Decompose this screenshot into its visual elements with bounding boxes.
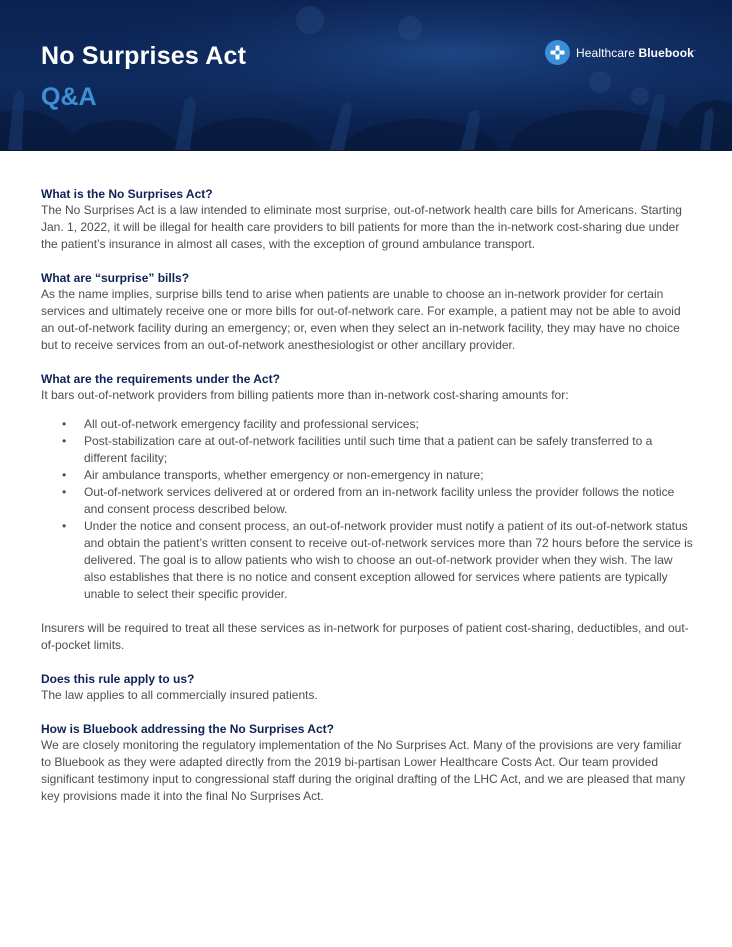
qa-section-surprise-bills xyxy=(41,270,693,354)
list-item: • Air ambulance transports, whether emergency or non-emergency in nature; xyxy=(84,467,693,484)
brand-name xyxy=(576,46,696,60)
qa-content xyxy=(41,186,693,822)
page-subtitle: Q&A xyxy=(41,83,97,111)
banner-background-image xyxy=(0,0,732,151)
brand-mark: . xyxy=(693,45,696,53)
question-heading: What is the No Surprises Act? xyxy=(41,187,213,201)
healthcare-bluebook-logo-icon xyxy=(545,40,570,65)
list-item: • Under the notice and consent process, an out-of-network provider must notify a patient of its out-of-network status and obtain the patient’s written consent to receive out-of-network services more than 72 hours before the service is delivered. The goal is to allow patients who wish to choose an out-of-network provider when they wish. The law also establishes that there is no notice and consent exception allowed for services where patients are typically unable to select their specific provider. xyxy=(84,518,693,603)
requirements-list xyxy=(41,416,693,603)
answer-text: As the name implies, surprise bills tend to arise when patients are unable to choose an in-network provider for certain services and ultimately receive one or more bills for out-of-network care. For example, a patient may not be able to avoid an out-of-network facility during an emergency; or, even when they select an in-network facility, they may have no choice but to receive services from an out-of-network anesthesiologist or other ancillary provider. xyxy=(41,287,681,352)
qa-section-what-is xyxy=(41,186,693,253)
answer-text: The No Surprises Act is a law intended to eliminate most surprise, out-of-network health care bills for Americans. Starting Jan. 1, 2022, it will be illegal for health care providers to bill patients for more than the in-network cost-sharing due under the patient’s insurance in almost all cases, with the exception of ground ambulance transport. xyxy=(41,203,682,251)
answer-text: It bars out-of-network providers from billing patients more than in-network cost-sharing amounts for: xyxy=(41,388,569,402)
question-heading: Does this rule apply to us? xyxy=(41,672,195,686)
question-heading: What are the requirements under the Act? xyxy=(41,372,280,386)
brand-name-bold: Bluebook xyxy=(638,45,694,60)
qa-section-applies xyxy=(41,671,693,704)
list-item: • All out-of-network emergency facility and professional services; xyxy=(84,416,693,433)
answer-text: The law applies to all commercially insured patients. xyxy=(41,688,318,702)
brand-name-regular: Healthcare xyxy=(576,45,639,60)
brand-logo xyxy=(545,40,696,65)
question-heading: What are “surprise” bills? xyxy=(41,271,190,285)
header-banner xyxy=(0,0,732,151)
page-title: No Surprises Act xyxy=(41,42,247,70)
qa-section-bluebook xyxy=(41,721,693,805)
list-item: • Out-of-network services delivered at or ordered from an in-network facility unless the provider follows the notice and consent process described below. xyxy=(84,484,693,518)
question-heading: How is Bluebook addressing the No Surprises Act? xyxy=(41,722,334,736)
list-item: • Post-stabilization care at out-of-network facilities until such time that a patient can be safely transferred to a different facility; xyxy=(84,433,693,467)
answer-text: We are closely monitoring the regulatory implementation of the No Surprises Act. Many of the provisions are very familiar to Bluebook as they were adapted directly from the 2019 bi-partisan Lower Healthcare Costs Act. Our team provided significant testimony input to congressional staff during the original drafting of the LHC Act, and we are pleased that many key provisions made it into the final No Surprises Act. xyxy=(41,738,686,803)
qa-section-requirements xyxy=(41,371,693,654)
answer-followup-text: Insurers will be required to treat all these services as in-network for purposes of patient cost-sharing, deductibles, and out-of-pocket limits. xyxy=(41,621,689,652)
